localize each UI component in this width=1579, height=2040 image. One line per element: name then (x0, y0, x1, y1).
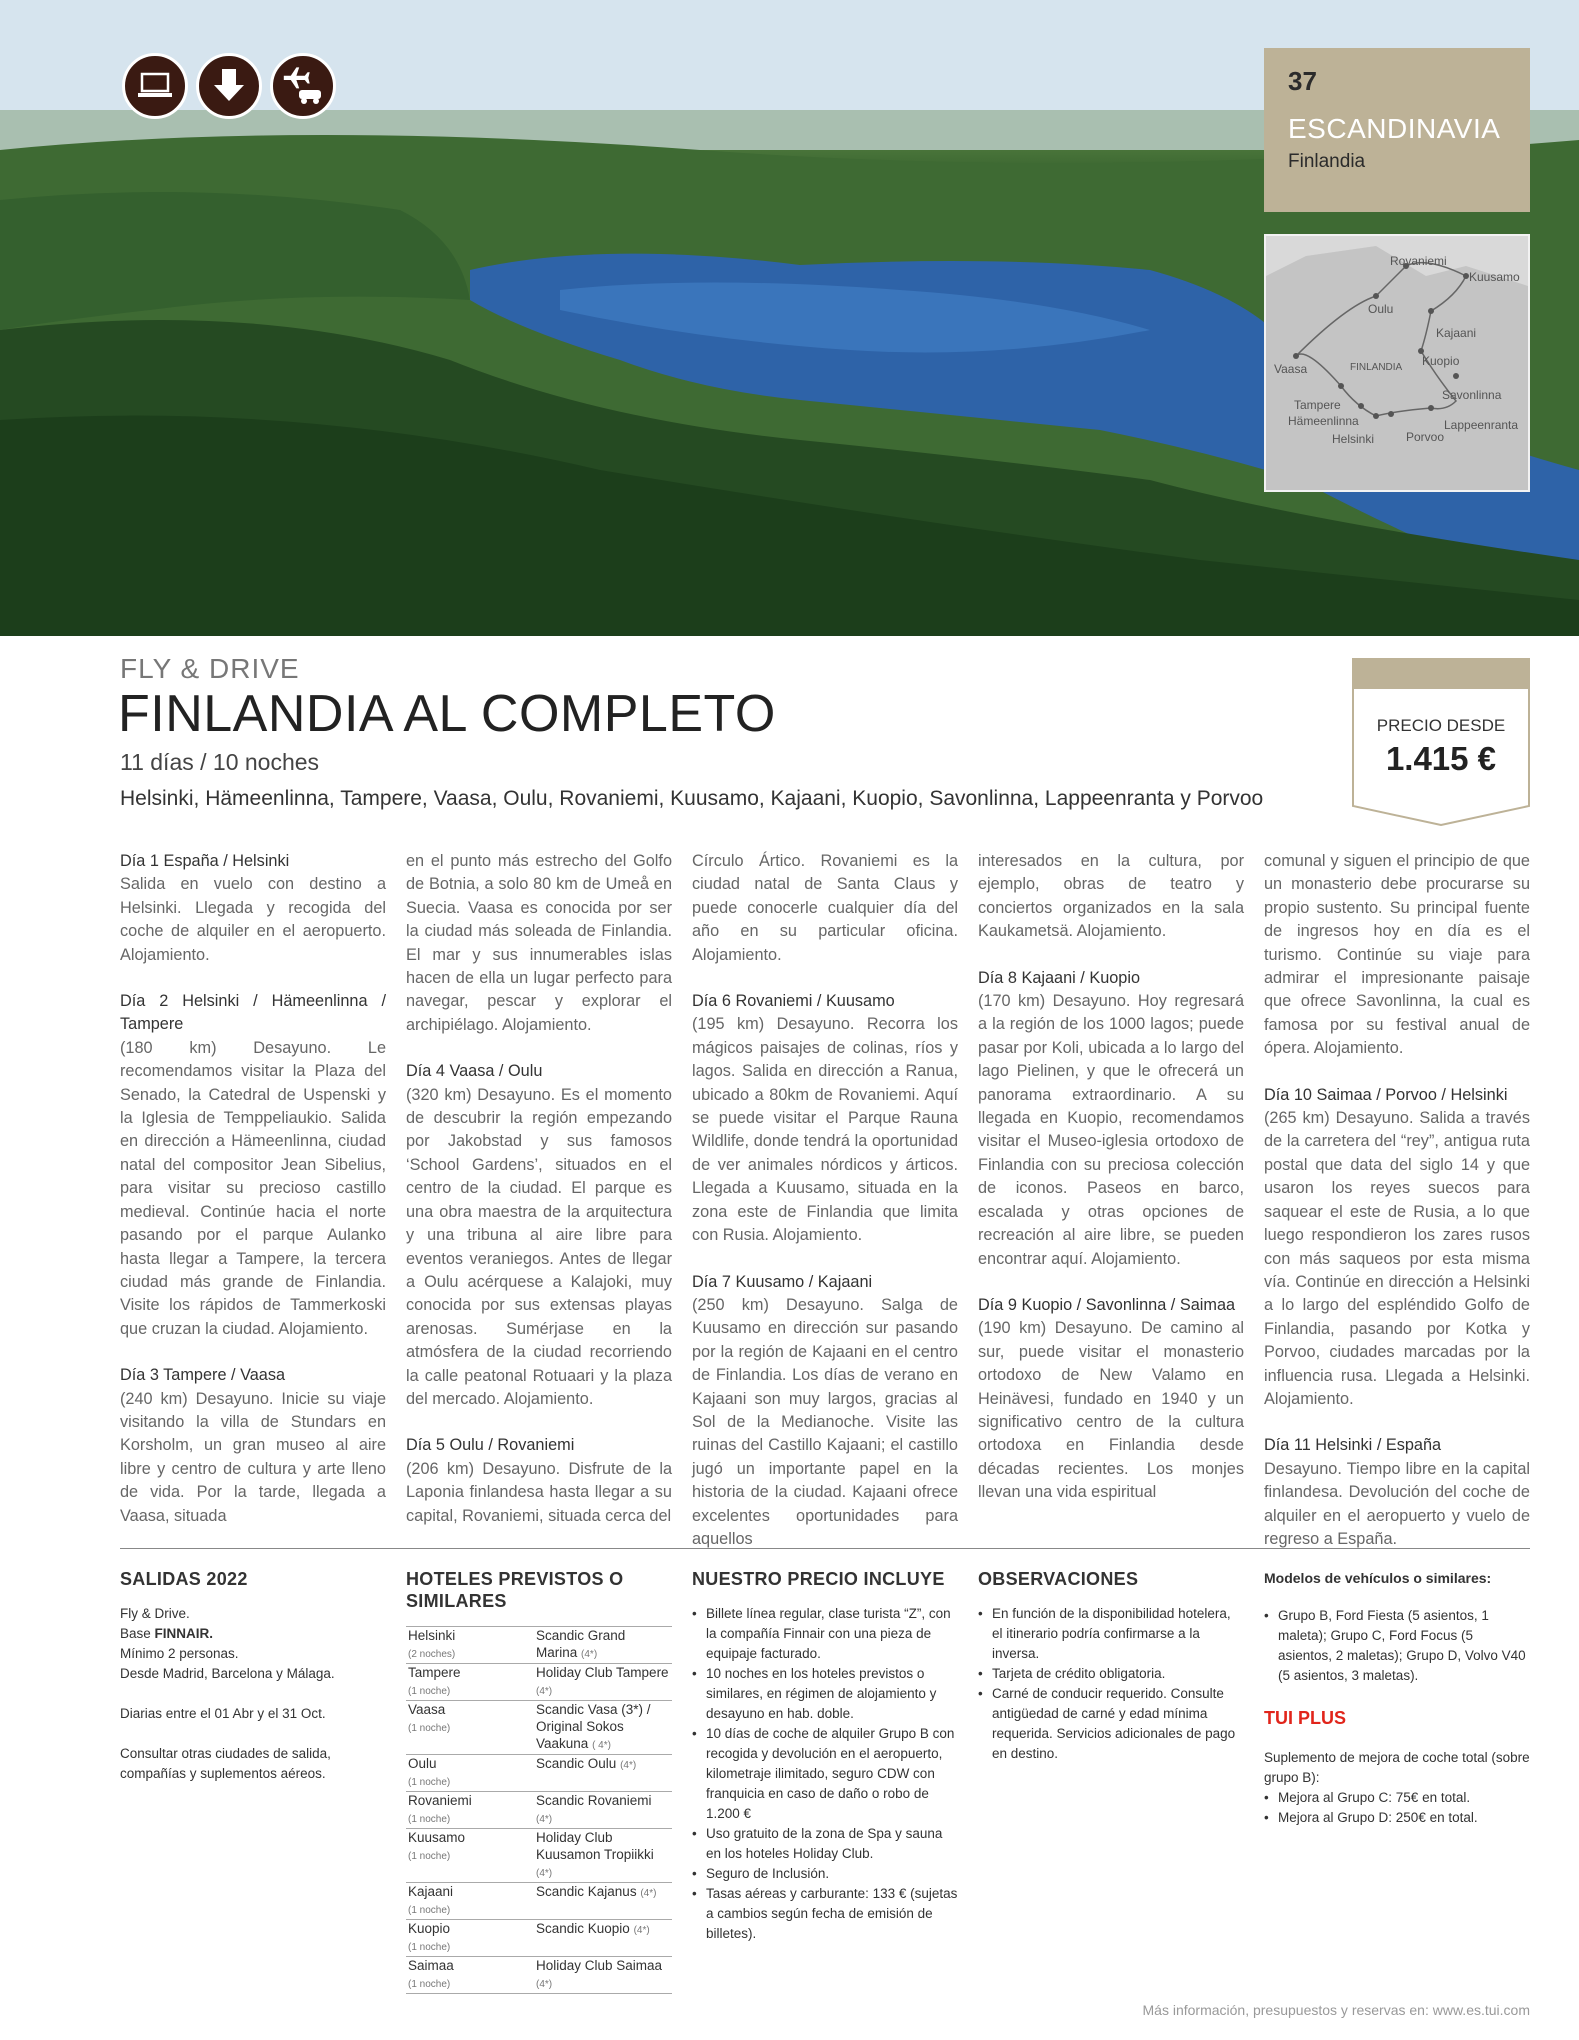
hotel-nights: (1 noche) (408, 1851, 451, 1862)
vehiculos-heading: Modelos de vehículos o similares: (1264, 1570, 1492, 1586)
itinerary-day (692, 990, 958, 1247)
hotel-city-cell (406, 1755, 534, 1792)
price-badge (1352, 658, 1530, 826)
table-row (406, 1829, 672, 1883)
hotel-city-cell (406, 1829, 534, 1883)
download-arrow-icon[interactable] (196, 53, 262, 119)
itinerary-continued: interesados en la cultura, por ejemplo, obras de teatro y conciertos organizados en la sala Kaukametsä. Alojamiento. (978, 852, 1244, 941)
hotel-category: ( 4*) (592, 1740, 611, 1751)
day-text: Desayuno. Tiempo libre en la capital finlandesa. Devolución del coche de alquiler en el aeropuerto y vuelo de regreso a España. (1264, 1459, 1530, 1548)
icon-bar (122, 53, 336, 119)
itinerary-column (978, 850, 1244, 1528)
laptop-icon[interactable] (122, 53, 188, 119)
map-city-label: Helsinki (1332, 432, 1375, 446)
hotel-city: Rovaniemi (408, 1793, 472, 1808)
itinerary-day (120, 1364, 386, 1528)
itinerary-day (978, 967, 1244, 1271)
table-row (406, 1792, 672, 1829)
hotel-city: Saimaa (408, 1958, 454, 1973)
map-city-label: Tampere (1294, 398, 1341, 412)
plane-car-icon[interactable] (270, 53, 336, 119)
hotel-city: Helsinki (408, 1628, 456, 1643)
itinerary-day (978, 1294, 1244, 1505)
table-row (406, 1701, 672, 1755)
price-value: 1.415 € (1385, 740, 1497, 777)
trip-route: Helsinki, Hämeenlinna, Tampere, Vaasa, Oulu, Rovaniemi, Kuusamo, Kajaani, Kuopio, Savonlinna, Lappeenranta y Porvoo (120, 787, 1264, 810)
list-item: • Mejora al Grupo D: 250€ en total. (1264, 1808, 1530, 1828)
hotel-nights: (1 noche) (408, 1814, 451, 1825)
trip-type: FLY & DRIVE (120, 653, 300, 684)
table-row (406, 1664, 672, 1701)
vehiculos-list (1264, 1606, 1530, 1686)
route-map (1264, 234, 1530, 492)
day-text: Salida en vuelo con destino a Helsinki. Llegada y recogida del coche de alquiler en el aeropuerto. Alojamiento. (120, 875, 386, 964)
region-label: ESCANDINAVIA (1288, 113, 1501, 144)
hoteles-heading: HOTELES PREVISTOS O SIMILARES (406, 1569, 624, 1611)
map-city-label: Kajaani (1436, 326, 1477, 340)
hotel-name-cell (534, 1920, 672, 1957)
day-text: (320 km) Desayuno. Es el momento de descubrir la región empezando por Jakobstad y sus famosos ‘School Gardens’, situados en el centro de la ciudad. El parque es una obra maestra de la arquitectura y una tribuna al aire libre para eventos veraniegos. Antes de llegar a Oulu acérquese a Kalajoki, muy conocida por sus extensas playas arenosas. Sumérjase en la atmósfera de la ciudad recorriendo la calle peatonal Rotuaari y la plaza del mercado. Alojamiento. (406, 1085, 672, 1408)
hotel-category: (4*) (620, 1760, 637, 1771)
itinerary-day (120, 990, 386, 1341)
hotel-category: (4*) (536, 1979, 553, 1990)
hotel-city: Kuopio (408, 1921, 451, 1936)
itinerary-day (1264, 1434, 1530, 1551)
map-city-label: Oulu (1368, 302, 1394, 316)
salidas-line: Mínimo 2 personas. (120, 1646, 239, 1661)
itinerary-continued: comunal y siguen el principio de que un monasterio debe procurarse su propio sustento. Su principal fuente de ingresos hoy en día es el turismo. Continúe su viaje para admirar el impresionante paisaje que ofrece Savonlinna, la cual es famosa por su festival anual de ópera. Alojamiento. (1264, 852, 1530, 1058)
day-label: Día 8 Kajaani / Kuopio (978, 968, 1141, 987)
day-text: (250 km) Desayuno. Salga de Kuusamo en dirección sur pasando por la región de Kajaani en el centro de Finlandia. Los días de verano en Kajaani son muy largos, gracias al Sol de la Medianoche. Visite las ruinas del Castillo Kajaani; el castillo jugó un importante papel en la historia de la ciudad. Kajaani ofrece excelentes oportunidades para aquellos (692, 1295, 958, 1548)
hotel-nights: (1 noche) (408, 1723, 451, 1734)
table-row (406, 1957, 672, 1994)
hotel-city-cell (406, 1920, 534, 1957)
map-city-label: Rovaniemi (1390, 254, 1447, 268)
map-city-label: Hämeenlinna (1288, 414, 1359, 428)
map-city-label: Lappeenranta (1444, 418, 1519, 432)
price-label: PRECIO DESDE (1376, 716, 1506, 735)
list-item: • 10 noches en los hoteles previstos o similares, en régimen de alojamiento y desayuno en hab. doble. (692, 1664, 958, 1724)
day-text: (190 km) Desayuno. De camino al sur, puede visitar el monasterio ortodoxo de New Valamo en Heinävesi, fundado en 1940 y un significativo centro de la cultura ortodoxa en Finlandia desde décadas recientes. Los monjes llevan una vida espiritual (978, 1319, 1244, 1502)
vehiculos-section (1264, 1568, 1530, 1828)
hoteles-section (406, 1568, 672, 1994)
table-row (406, 1920, 672, 1957)
incluye-list (692, 1604, 958, 1944)
hotel-name: Holiday Club Saimaa (536, 1958, 663, 1973)
salidas-line: Consultar otras ciudades de salida, compañías y suplementos aéreos. (120, 1746, 331, 1781)
day-label: Día 1 España / Helsinki (120, 852, 290, 870)
day-text: (206 km) Desayuno. Disfrute de la Laponia finlandesa hasta llegar a su capital, Rovaniemi, situada cerca del (406, 1459, 672, 1525)
itinerary-day (120, 850, 386, 967)
hotel-name: Scandic Kuopio (536, 1921, 630, 1936)
hotels-table (406, 1626, 672, 1994)
itinerary-column (1264, 850, 1530, 1574)
itinerary-day (406, 1434, 672, 1528)
hotel-category: (4*) (536, 1814, 553, 1825)
hotel-city: Kuusamo (408, 1830, 466, 1845)
day-label: Día 4 Vaasa / Oulu (406, 1062, 543, 1081)
map-city-label: Vaasa (1274, 362, 1308, 376)
salidas-line: Fly & Drive. (120, 1606, 190, 1621)
section-divider (120, 1548, 1530, 1549)
hotel-category: (4*) (536, 1868, 553, 1879)
map-city-label: Porvoo (1406, 430, 1445, 444)
table-row (406, 1755, 672, 1792)
hotel-category: (4*) (640, 1888, 657, 1899)
salidas-section (120, 1568, 386, 1784)
hotel-nights: (1 noche) (408, 1942, 451, 1953)
day-label: Día 10 Saimaa / Porvoo / Helsinki (1264, 1085, 1508, 1104)
hotel-nights: (2 noches) (408, 1649, 456, 1660)
hotel-name-cell (534, 1829, 672, 1883)
hotel-name: Holiday Club Tampere (536, 1665, 669, 1680)
hotel-city-cell (406, 1627, 534, 1664)
country-label: Finlandia (1288, 151, 1366, 172)
list-item: • Seguro de Inclusión. (692, 1864, 958, 1884)
salidas-heading: SALIDAS 2022 (120, 1569, 248, 1589)
hotel-name-cell (534, 1755, 672, 1792)
hotel-category: (4*) (536, 1686, 553, 1697)
table-row (406, 1627, 672, 1664)
itinerary-column (692, 850, 958, 1574)
hotel-nights: (1 noche) (408, 1979, 451, 1990)
day-label: Día 5 Oulu / Rovaniemi (406, 1436, 575, 1455)
itinerary-day (1264, 1084, 1530, 1412)
table-row (406, 1883, 672, 1920)
day-text: (180 km) Desayuno. Le recomendamos visitar la Plaza del Senado, la Catedral de Uspenski y la Iglesia de Temppeliaukio. Salida en dirección a Hämeenlinna, ciudad natal del compositor Jean Sibelius, para visitar su precioso castillo medieval. Continúe hacia el norte pasando por el parque Aulanko hasta llegar a Tampere, la tercera ciudad más grande de Finlandia. Visite los rápidos de Tammerkoski que cruzan la ciudad. Alojamiento. (120, 1038, 386, 1338)
suplemento-text: Suplemento de mejora de coche total (sobre grupo B): (1264, 1750, 1530, 1785)
hotel-name-cell (534, 1883, 672, 1920)
list-item: • En función de la disponibilidad hotelera, el itinerario podría confirmarse a la inversa. (978, 1604, 1244, 1664)
list-item: • 10 días de coche de alquiler Grupo B con recogida y devolución en el aeropuerto, kilometraje ilimitado, seguro CDW con franquicia en caso de daño o robo de 1.200 € (692, 1724, 958, 1824)
hotel-category: (4*) (581, 1649, 598, 1660)
section-tag (1264, 48, 1530, 212)
observaciones-heading: OBSERVACIONES (978, 1569, 1139, 1589)
hotel-name: Scandic Rovaniemi (536, 1793, 652, 1808)
salidas-line: Base FINNAIR. (120, 1626, 214, 1641)
itinerary (120, 850, 1530, 1548)
hotel-city: Vaasa (408, 1702, 446, 1717)
list-item: • Billete línea regular, clase turista “Z”, con la compañía Finnair con una pieza de equipaje facturado. (692, 1604, 958, 1664)
list-item: • Carné de conducir requerido. Consulte antigüedad de carné y edad mínima requerida. Servicios adicionales de pago en destino. (978, 1684, 1244, 1764)
mejoras-list (1264, 1788, 1530, 1828)
itinerary-column (406, 850, 672, 1551)
hotel-city-cell (406, 1664, 534, 1701)
hotel-name: Scandic Grand Marina (536, 1628, 626, 1660)
salidas-line: Diarias entre el 01 Abr y el 31 Oct. (120, 1706, 326, 1721)
day-label: Día 6 Rovaniemi / Kuusamo (692, 992, 895, 1011)
hotel-city: Tampere (408, 1665, 461, 1680)
footer-text: Más información, presupuestos y reservas en: www.es.tui.com (1142, 2002, 1530, 2018)
day-label: Día 3 Tampere / Vaasa (120, 1366, 286, 1385)
day-text: (265 km) Desayuno. Salida a través de la carretera del “rey”, antigua ruta postal que data del siglo 14 y que usaron los reyes suecos para saquear el este de Rusia, a lo que luego respondieron los zares rusos con más saqueos por esta misma vía. Continúe en dirección a Helsinki a lo largo del espléndido Golfo de Finlandia, pasando por Kotka y Porvoo, ciudades marcadas por la influencia rusa. Llegada a Helsinki. Alojamiento. (1264, 1109, 1530, 1408)
hotel-city-cell (406, 1957, 534, 1994)
trip-duration: 11 días / 10 noches (120, 749, 320, 775)
hotel-nights: (1 noche) (408, 1777, 451, 1788)
day-label: Día 9 Kuopio / Savonlinna / Saimaa (978, 1295, 1236, 1314)
day-label: Día 11 Helsinki / España (1264, 1436, 1442, 1455)
page-title: FINLANDIA AL COMPLETO (118, 685, 776, 743)
list-item: • Grupo B, Ford Fiesta (5 asientos, 1 maleta); Grupo C, Ford Focus (5 asientos, 2 maletas); Grupo D, Volvo V40 (5 asientos, 3 maletas). (1264, 1606, 1530, 1686)
hotel-nights: (1 noche) (408, 1905, 451, 1916)
day-text: (240 km) Desayuno. Inicie su viaje visitando la villa de Stundars en Korsholm, un gran museo al aire libre y centro de cultura y arte lleno de vida. Por la tarde, llegada a Vaasa, situada (120, 1389, 386, 1525)
hotel-city: Kajaani (408, 1884, 454, 1899)
hotel-name: Scandic Oulu (536, 1756, 617, 1771)
map-city-label: Kuopio (1422, 354, 1460, 368)
observaciones-list (978, 1604, 1244, 1764)
hotel-name: Scandic Kajanus (536, 1884, 637, 1899)
map-city-label: Kuusamo (1469, 270, 1520, 284)
page-number: 37 (1288, 66, 1317, 96)
hotel-city-cell (406, 1701, 534, 1755)
list-item: • Mejora al Grupo C: 75€ en total. (1264, 1788, 1530, 1808)
hotel-category: (4*) (633, 1925, 650, 1936)
hotel-name: Holiday Club Kuusamon Tropiikki (536, 1830, 654, 1862)
list-item: • Uso gratuito de la zona de Spa y sauna en los hoteles Holiday Club. (692, 1824, 958, 1864)
hotel-name-cell (534, 1664, 672, 1701)
day-label: Día 7 Kuusamo / Kajaani (692, 1272, 873, 1291)
day-label: Día 2 Helsinki / Hämeenlinna / Tampere (120, 992, 386, 1034)
itinerary-continued: en el punto más estrecho del Golfo de Botnia, a solo 80 km de Umeå en Suecia. Vaasa es conocida por ser la ciudad más soleada de Finlandia. El mar y sus innumerables islas hacen de ella un lugar perfecto para navegar, pescar y explorar el archipiélago. Alojamiento. (406, 852, 672, 1034)
incluye-section (692, 1568, 958, 1944)
observaciones-section (978, 1568, 1244, 1764)
hotel-city-cell (406, 1883, 534, 1920)
day-text: (170 km) Desayuno. Hoy regresará a la región de los 1000 lagos; puede pasar por Koli, ubicada a lo largo del lago Pielinen, y que le ofrecerá un panorama extraordinario. A su llegada en Kuopio, recomendamos visitar el Museo-iglesia ortodoxo de Finlandia con su preciosa colección de iconos. Paseos en barco, escalada y otras opciones de recreación al aire libre, se pueden encontrar aquí. Alojamiento. (978, 992, 1244, 1268)
hotel-name-cell (534, 1957, 672, 1994)
hotel-name-cell (534, 1701, 672, 1755)
tui-plus-heading: TUI PLUS (1264, 1708, 1347, 1728)
map-country-label: FINLANDIA (1350, 362, 1403, 373)
day-text: (195 km) Desayuno. Recorra los mágicos paisajes de colinas, ríos y lagos. Salida en dirección a Ranua, ubicado a 80km de Rovaniemi. Aquí se puede visitar el Parque Rauna Wildlife, donde tendrá la oportunidad de ver animales nórdicos y árticos. Llegada a Kuusamo, situada en la zona este de Finlandia que limita con Rusia. Alojamiento. (692, 1015, 958, 1245)
list-item: • Tarjeta de crédito obligatoria. (978, 1664, 1244, 1684)
salidas-line: Desde Madrid, Barcelona y Málaga. (120, 1666, 335, 1681)
itinerary-column (120, 850, 386, 1551)
itinerary-day (692, 1271, 958, 1552)
list-item: • Tasas aéreas y carburante: 133 € (sujetas a cambios según fecha de emisión de billetes). (692, 1884, 958, 1944)
incluye-heading: NUESTRO PRECIO INCLUYE (692, 1569, 945, 1589)
itinerary-continued: Círculo Ártico. Rovaniemi es la ciudad natal de Santa Claus y puede conocerle cualquier día del año en su particular oficina. Alojamiento. (692, 852, 958, 964)
itinerary-day (406, 1060, 672, 1411)
hotel-name: Scandic Vasa (3*) / Original Sokos Vaakuna (536, 1702, 651, 1751)
hotel-nights: (1 noche) (408, 1686, 451, 1697)
hotel-city-cell (406, 1792, 534, 1829)
hotel-city: Oulu (408, 1756, 437, 1771)
hotel-name-cell (534, 1792, 672, 1829)
hotel-name-cell (534, 1627, 672, 1664)
map-city-label: Savonlinna (1442, 388, 1502, 402)
